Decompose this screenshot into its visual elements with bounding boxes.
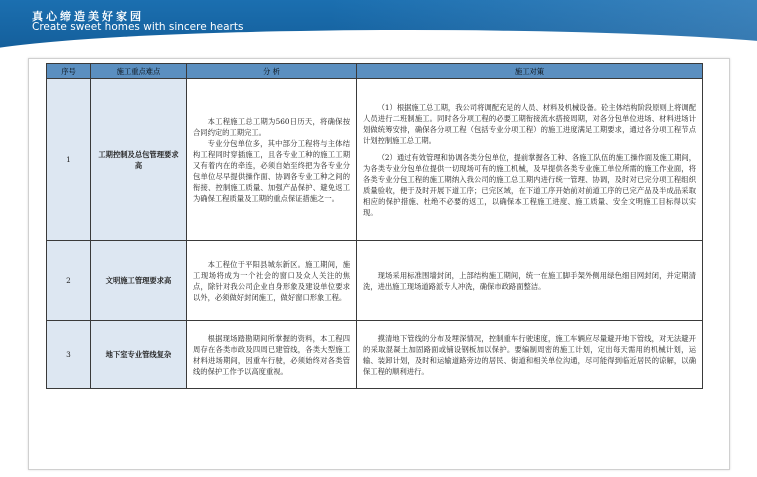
brand-title-cn: 真心缔造美好家园: [32, 10, 144, 23]
analysis-paragraph: 本工程位于平阳县城东新区。施工期间，施工现场将成为一个社会的窗口及众人关注的焦点，除针对我公司企业自身形象及建设单位要求以外，必须做好封闭施工，做好窗口形象工程。: [193, 259, 350, 302]
analysis-paragraph: 本工程施工总工期为560日历天，将确保按合同约定的工期完工。: [193, 116, 350, 137]
row-key-point: 工期控制及总包管理要求高: [91, 79, 187, 241]
measure-paragraph: （2）通过有效管理和协调各类分包单位，提前掌握各工种、各施工队伍的施工操作面及施工期间，为各类专业分包单位提供一切现场可有的施工机械，及早提供各类专业施工单位所需的施工作业面，将各类专业分包工程的施工期纳入我公司的施工总工期内进行统一管理、协调，及时对已完分项工程组织质量验收，便于及时开展下道工序；已完区域，在下道工序开始前对前道工序的已完产品及半成品采取相应的保护措施、杜绝不必要的返工，以确保本工程施工进度、施工质量、安全文明施工目标得以实现。: [363, 152, 696, 217]
row-key-point: 文明施工管理要求高: [91, 241, 187, 321]
row-measures: [357, 321, 703, 389]
header-banner: [0, 0, 757, 52]
header-key: 施工重点难点: [91, 64, 187, 79]
table-header-row: [47, 64, 703, 79]
row-number: 3: [47, 321, 91, 389]
row-analysis: [187, 79, 357, 241]
row-measures: [357, 79, 703, 241]
analysis-paragraph: 专业分包单位多，其中部分工程将与主体结构工程同时穿插施工，且各专业工种的施工工期又有着内在的牵连，必须自始至终把为各专业分包单位尽早提供操作面、协调各专业工种之间的衔接、控制施工质量、加强产品保护、避免返工为确保工程质量及工期的重点保证措施之一。: [193, 138, 350, 203]
analysis-paragraph: 根据现场踏勘期间所掌握的资料，本工程四周存在各类市政及四周已建管线，各类大型施工材料进场期间，因重车行驶，必须始终对各类管线的保护工作予以高度重视。: [193, 333, 350, 376]
row-measures: [357, 241, 703, 321]
brand-title-en: Create sweet homes with sincere hearts: [32, 21, 244, 33]
header-analysis: 分 析: [187, 64, 357, 79]
table-row: [47, 79, 703, 241]
row-number: 2: [47, 241, 91, 321]
construction-table: [46, 63, 703, 389]
table-row: [47, 241, 703, 321]
header-no: 序号: [47, 64, 91, 79]
measure-paragraph: （1）根据施工总工期，我公司将调配充足的人员、材料及机械设备。砼主体结构阶段原则上将调配人员进行二班制施工。同时各分项工程的必要工期衔接流水搭接周期，对各分包单位进场、材料进场计划做统筹安排，确保各分项工程（包括专业分项工程）的施工进度满足工期要求，通过各分项工程节点计划控制施工总工期。: [363, 102, 696, 145]
row-key-point: 地下室专业管线复杂: [91, 321, 187, 389]
row-analysis: [187, 241, 357, 321]
row-analysis: [187, 321, 357, 389]
table-row: [47, 321, 703, 389]
header-measures: 施工对策: [357, 64, 703, 79]
row-number: 1: [47, 79, 91, 241]
measure-paragraph: 现场采用标准围墙封闭，上部结构施工期间，统一在施工脚手架外侧用绿色细目网封闭，并定期清洗，进出施工现场道路派专人冲洗，确保市政路面整洁。: [363, 270, 696, 291]
measure-paragraph: 摸清地下管线的分布及埋深情况，控制重车行驶速度，施工车辆应尽量避开地下管线，对无法避开的采取混凝土加固路面或铺设钢板加以保护。要编制周密的施工计划，定出每天需用的机械计划，运输、装卸计划，及时和运输道路旁边的居民、街道和相关单位沟通，尽可能得到临近居民的谅解，以确保工程的顺利进行。: [363, 333, 696, 376]
